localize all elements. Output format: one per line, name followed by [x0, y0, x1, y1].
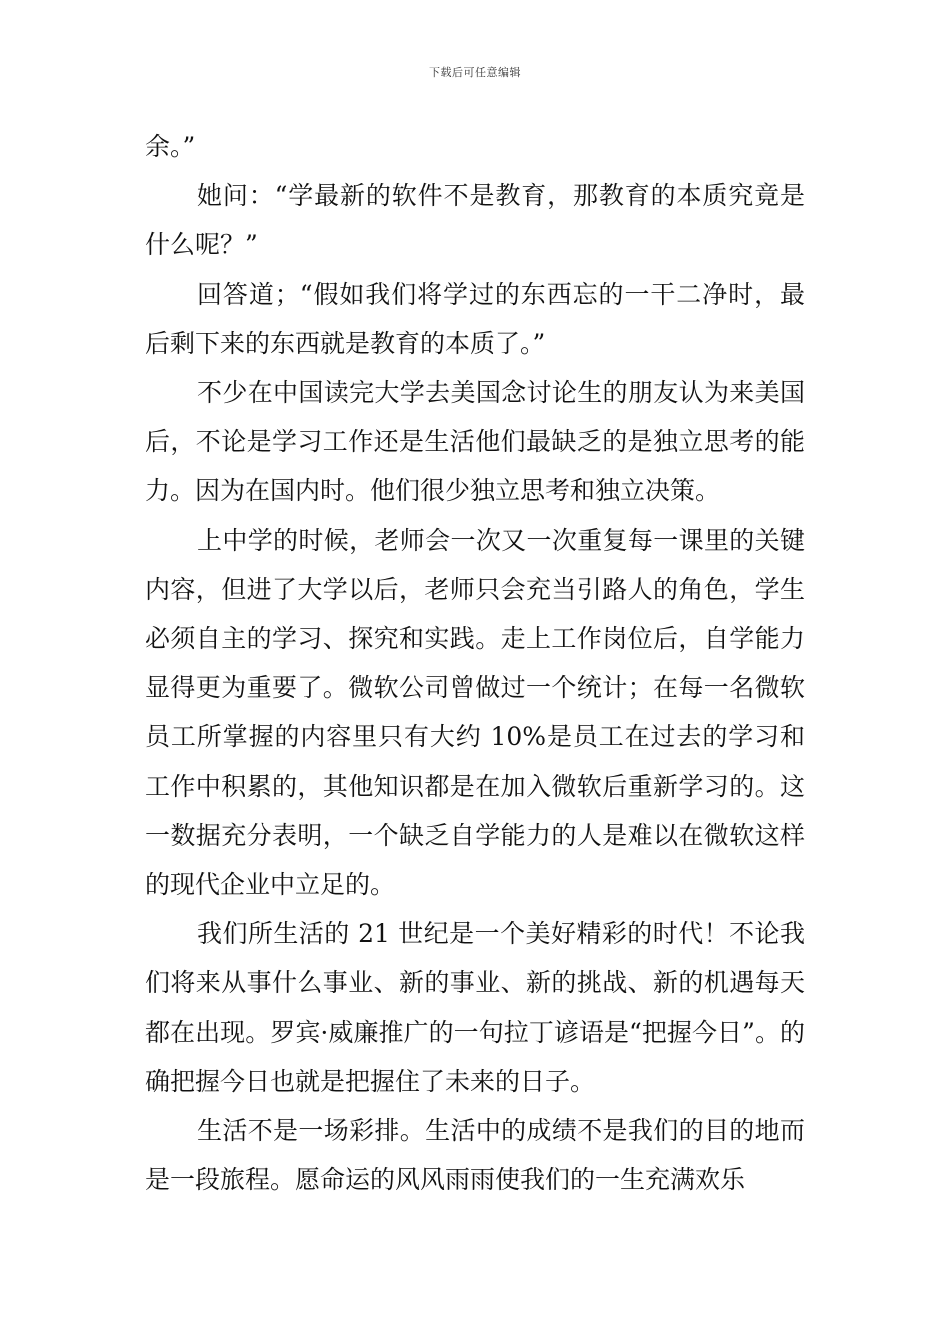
page-header-note: 下载后可任意编辑 — [429, 66, 521, 79]
paragraph-5: 上中学的时候，老师会一次又一次重复每一课里的关键内容，但进了大学以后，老师只会充当引路人的角色，学生必须自主的学习、探究和实践。走上工作岗位后，自学能力显得更为重要了。微软公司曾做过一个统计；在每一名微软员工所掌握的内容里只有大约 10%是员工在过去的学习和工作中积累的，其他知识都是在加入微软后重新学习的。这一数据充分表明，一个缺乏自学能力的人是难以在微软这样的现代企业中立足的。 — [145, 525, 805, 900]
paragraph-3: 回答道；“假如我们将学过的东西忘的一干二净时，最后剩下来的东西就是教育的本质了。” — [145, 279, 805, 358]
document-body — [145, 122, 805, 1204]
paragraph-2: 她问：“学最新的软件不是教育，那教育的本质究竟是什么呢？” — [145, 181, 805, 260]
paragraph-7: 生活不是一场彩排。生活中的成绩不是我们的目的地而是一段旅程。愿命运的风风雨雨使我们的一生充满欢乐 — [145, 1116, 805, 1195]
paragraph-6: 我们所生活的 21 世纪是一个美好精彩的时代！不论我们将来从事什么事业、新的事业、新的挑战、新的机遇每天都在出现。罗宾·威廉推广的一句拉丁谚语是“把握今日”。的确把握今日也就是把握住了未来的日子。 — [145, 919, 805, 1096]
paragraph-4: 不少在中国读完大学去美国念讨论生的朋友认为来美国后，不论是学习工作还是生活他们最缺乏的是独立思考的能力。因为在国内时。他们很少独立思考和独立决策。 — [145, 378, 805, 506]
paragraph-1: 余。” — [145, 132, 196, 161]
